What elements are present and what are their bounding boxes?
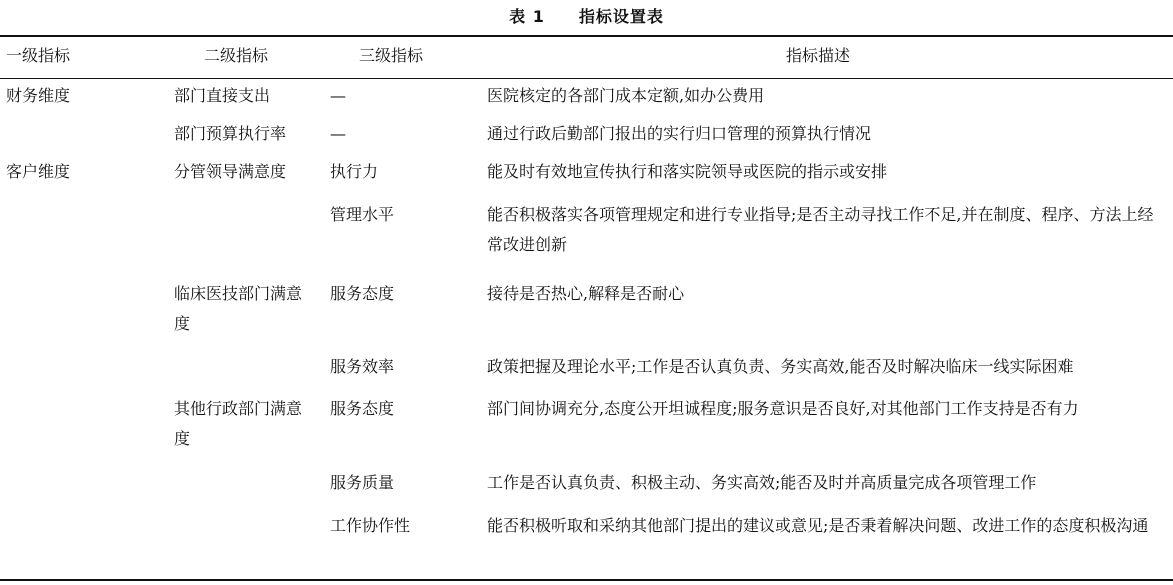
row3-level3: 管理水平 — [330, 205, 395, 224]
row1-level2: 部门预算执行率 — [174, 124, 287, 143]
row6-level2: 其他行政部门满意度 — [174, 399, 303, 448]
header-rule — [0, 78, 1173, 79]
row2-level3: 执行力 — [330, 162, 379, 181]
row0-level2: 部门直接支出 — [174, 86, 271, 105]
row8-description: 能否积极听取和采纳其他部门提出的建议或意见;是否秉着解决问题、改进工作的态度积极沟通 — [487, 516, 1149, 535]
row4-level2: 临床医技部门满意度 — [174, 284, 303, 333]
row2-level1: 客户维度 — [6, 162, 71, 181]
row8-level3: 工作协作性 — [330, 516, 411, 535]
header-level2: 二级指标 — [204, 46, 269, 65]
row4-level3: 服务态度 — [330, 284, 395, 303]
row0-level3: — — [330, 86, 346, 105]
row1-description: 通过行政后勤部门报出的实行归口管理的预算执行情况 — [487, 124, 872, 143]
row5-description: 政策把握及理论水平;工作是否认真负责、务实高效,能否及时解决临床一线实际困难 — [487, 357, 1074, 376]
row2-level2: 分管领导满意度 — [174, 162, 287, 181]
top-rule — [0, 35, 1173, 37]
row4-description: 接待是否热心,解释是否耐心 — [487, 284, 685, 303]
row6-description: 部门间协调充分,态度公开坦诚程度;服务意识是否良好,对其他部门工作支持是否有力 — [487, 399, 1079, 418]
header-level1: 一级指标 — [6, 46, 71, 65]
row0-description: 医院核定的各部门成本定额,如办公费用 — [487, 86, 765, 105]
row7-description: 工作是否认真负责、积极主动、务实高效;能否及时并高质量完成各项管理工作 — [487, 473, 1037, 492]
row5-level3: 服务效率 — [330, 357, 395, 376]
row0-level1: 财务维度 — [6, 86, 71, 105]
row1-level3: — — [330, 124, 346, 143]
table-label: 表 1 — [509, 7, 545, 26]
row3-description: 能否积极落实各项管理规定和进行专业指导;是否主动寻找工作不足,并在制度、程序、方法上经常改进创新 — [487, 205, 1154, 254]
header-description: 指标描述 — [786, 46, 851, 65]
table-caption — [0, 4, 1173, 26]
table-title: 指标设置表 — [578, 7, 664, 26]
header-level3: 三级指标 — [359, 46, 424, 65]
bottom-rule — [0, 579, 1173, 581]
row6-level3: 服务态度 — [330, 399, 395, 418]
row2-description: 能及时有效地宣传执行和落实院领导或医院的指示或安排 — [487, 162, 888, 181]
row7-level3: 服务质量 — [330, 473, 395, 492]
